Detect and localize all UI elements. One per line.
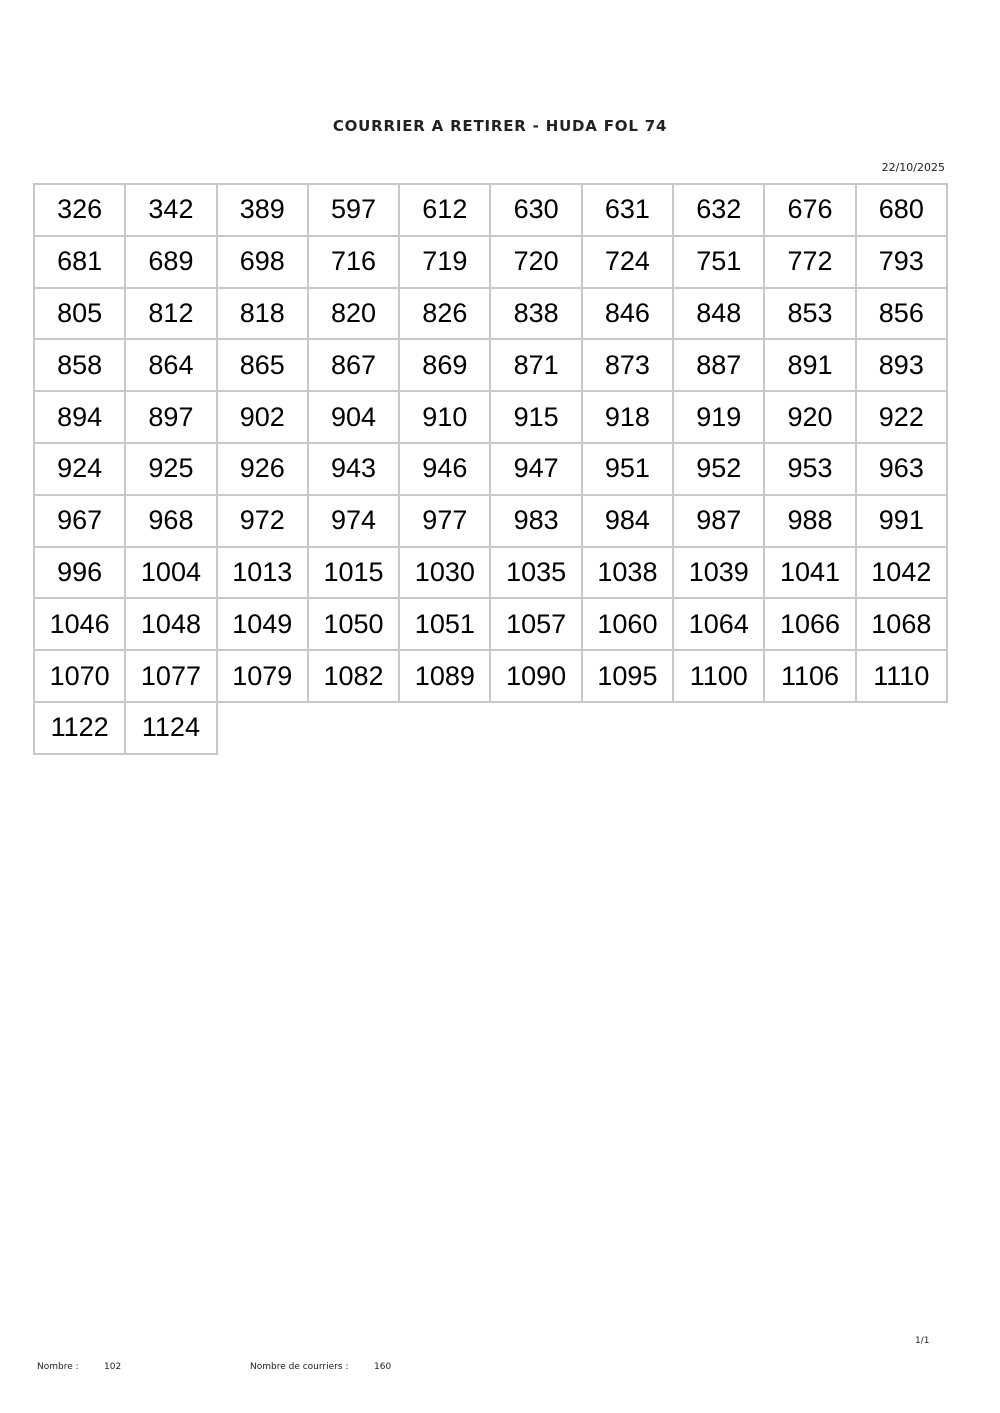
grid-row xyxy=(34,288,947,340)
mail-number-cell: 947 xyxy=(490,443,581,495)
mail-number-cell: 826 xyxy=(399,288,490,340)
mail-number-cell: 952 xyxy=(673,443,764,495)
mail-number-cell: 1066 xyxy=(764,598,855,650)
mail-number-cell: 1110 xyxy=(856,650,947,702)
mail-number-cell: 977 xyxy=(399,495,490,547)
page-number: 1/1 xyxy=(915,1336,930,1346)
grid-row xyxy=(34,547,947,599)
mail-number-cell: 858 xyxy=(34,339,125,391)
mail-number-cell: 865 xyxy=(217,339,308,391)
mail-number-cell: 1046 xyxy=(34,598,125,650)
mail-number-cell: 772 xyxy=(764,236,855,288)
mail-number-cell: 972 xyxy=(217,495,308,547)
mail-number-cell: 1060 xyxy=(582,598,673,650)
mail-number-cell: 871 xyxy=(490,339,581,391)
mail-number-grid xyxy=(33,183,948,755)
mail-number-cell: 1106 xyxy=(764,650,855,702)
mail-number-cell: 1068 xyxy=(856,598,947,650)
mail-number-cell: 983 xyxy=(490,495,581,547)
mail-number-cell: 1100 xyxy=(673,650,764,702)
mail-number-cell: 389 xyxy=(217,184,308,236)
mail-number-cell: 987 xyxy=(673,495,764,547)
mail-number-cell: 968 xyxy=(125,495,216,547)
mail-number-cell: 922 xyxy=(856,391,947,443)
mail-number-cell: 915 xyxy=(490,391,581,443)
mail-number-cell: 873 xyxy=(582,339,673,391)
mail-number-grid-body xyxy=(34,184,947,754)
mail-number-cell: 720 xyxy=(490,236,581,288)
mail-number-cell: 894 xyxy=(34,391,125,443)
document-title: COURRIER A RETIRER - HUDA FOL 74 xyxy=(332,117,668,135)
mail-number-cell: 853 xyxy=(764,288,855,340)
mail-number-cell: 805 xyxy=(34,288,125,340)
mail-number-cell: 924 xyxy=(34,443,125,495)
mail-number-cell: 918 xyxy=(582,391,673,443)
mail-number-cell: 681 xyxy=(34,236,125,288)
mail-number-cell: 724 xyxy=(582,236,673,288)
document-date: 22/10/2025 xyxy=(881,161,945,174)
mail-number-cell: 887 xyxy=(673,339,764,391)
grid-row xyxy=(34,391,947,443)
mail-number-cell: 812 xyxy=(125,288,216,340)
mail-number-cell: 919 xyxy=(673,391,764,443)
mail-number-cell: 698 xyxy=(217,236,308,288)
mail-number-cell: 1050 xyxy=(308,598,399,650)
mail-number-cell: 891 xyxy=(764,339,855,391)
mail-number-cell: 963 xyxy=(856,443,947,495)
grid-row xyxy=(34,184,947,236)
mail-number-cell: 1095 xyxy=(582,650,673,702)
mail-number-cell: 793 xyxy=(856,236,947,288)
mail-number-cell: 1048 xyxy=(125,598,216,650)
grid-row xyxy=(34,339,947,391)
mail-number-cell: 1013 xyxy=(217,547,308,599)
mail-number-cell: 1082 xyxy=(308,650,399,702)
mail-number-cell: 869 xyxy=(399,339,490,391)
mail-number-cell: 988 xyxy=(764,495,855,547)
nombre-label: Nombre : xyxy=(37,1362,79,1372)
mail-number-cell: 920 xyxy=(764,391,855,443)
mail-number-cell: 1077 xyxy=(125,650,216,702)
mail-number-cell: 680 xyxy=(856,184,947,236)
mail-number-cell: 974 xyxy=(308,495,399,547)
mail-number-cell: 1089 xyxy=(399,650,490,702)
mail-number-cell: 910 xyxy=(399,391,490,443)
mail-number-cell: 926 xyxy=(217,443,308,495)
mail-number-cell: 1124 xyxy=(125,702,216,754)
mail-number-cell: 820 xyxy=(308,288,399,340)
mail-number-cell: 904 xyxy=(308,391,399,443)
mail-number-cell: 1090 xyxy=(490,650,581,702)
grid-row xyxy=(34,495,947,547)
mail-number-cell: 1035 xyxy=(490,547,581,599)
mail-number-cell: 1070 xyxy=(34,650,125,702)
nombre-value: 102 xyxy=(104,1362,122,1372)
mail-number-cell: 897 xyxy=(125,391,216,443)
mail-number-cell: 925 xyxy=(125,443,216,495)
mail-number-cell: 946 xyxy=(399,443,490,495)
mail-number-cell: 943 xyxy=(308,443,399,495)
mail-number-cell: 612 xyxy=(399,184,490,236)
mail-number-cell: 902 xyxy=(217,391,308,443)
mail-number-cell: 838 xyxy=(490,288,581,340)
mail-number-cell: 719 xyxy=(399,236,490,288)
mail-number-cell: 689 xyxy=(125,236,216,288)
mail-number-cell: 967 xyxy=(34,495,125,547)
mail-number-cell: 856 xyxy=(856,288,947,340)
mail-number-cell: 1041 xyxy=(764,547,855,599)
mail-number-cell: 632 xyxy=(673,184,764,236)
courriers-count-label: Nombre de courriers : xyxy=(250,1362,349,1372)
mail-number-cell: 864 xyxy=(125,339,216,391)
mail-number-cell: 984 xyxy=(582,495,673,547)
mail-number-cell: 893 xyxy=(856,339,947,391)
mail-number-cell: 597 xyxy=(308,184,399,236)
grid-row xyxy=(34,650,947,702)
mail-number-cell: 1057 xyxy=(490,598,581,650)
mail-number-cell: 953 xyxy=(764,443,855,495)
mail-number-cell: 846 xyxy=(582,288,673,340)
mail-number-cell: 818 xyxy=(217,288,308,340)
grid-row xyxy=(34,443,947,495)
mail-number-cell: 1004 xyxy=(125,547,216,599)
mail-number-cell: 1015 xyxy=(308,547,399,599)
mail-number-cell: 751 xyxy=(673,236,764,288)
grid-row xyxy=(34,702,947,754)
mail-number-cell: 1064 xyxy=(673,598,764,650)
mail-number-cell: 1030 xyxy=(399,547,490,599)
mail-number-cell: 1122 xyxy=(34,702,125,754)
mail-number-cell: 326 xyxy=(34,184,125,236)
mail-number-cell: 1042 xyxy=(856,547,947,599)
mail-number-cell: 1051 xyxy=(399,598,490,650)
grid-row xyxy=(34,236,947,288)
grid-row xyxy=(34,598,947,650)
courriers-count-value: 160 xyxy=(374,1362,392,1372)
mail-number-cell: 1079 xyxy=(217,650,308,702)
mail-number-cell: 996 xyxy=(34,547,125,599)
mail-number-cell: 848 xyxy=(673,288,764,340)
mail-number-cell: 716 xyxy=(308,236,399,288)
mail-number-cell: 991 xyxy=(856,495,947,547)
mail-number-cell: 631 xyxy=(582,184,673,236)
mail-number-cell: 867 xyxy=(308,339,399,391)
mail-number-cell: 342 xyxy=(125,184,216,236)
mail-number-cell: 1038 xyxy=(582,547,673,599)
mail-number-cell: 676 xyxy=(764,184,855,236)
mail-number-cell: 951 xyxy=(582,443,673,495)
mail-number-cell: 630 xyxy=(490,184,581,236)
mail-number-cell: 1039 xyxy=(673,547,764,599)
mail-number-cell: 1049 xyxy=(217,598,308,650)
